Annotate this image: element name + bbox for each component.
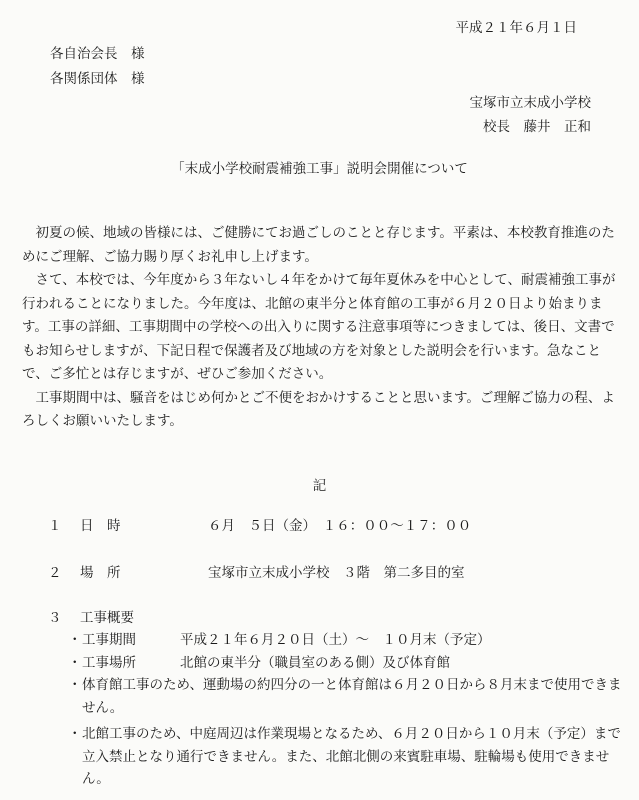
overview-period	[68, 629, 628, 652]
item-location	[48, 562, 465, 584]
item-number: ３	[48, 610, 62, 626]
item-label: 場 所	[80, 565, 121, 581]
overview-place	[68, 652, 628, 675]
item-value: ６月 ５日（金） １６：００～１７：００	[208, 518, 472, 534]
item-overview	[48, 607, 134, 629]
bullet-dot: ・	[68, 654, 82, 671]
overview-details	[68, 629, 628, 791]
sender-school: 宝塚市立末成小学校	[469, 95, 591, 111]
sender-principal: 校長 藤井 正和	[483, 119, 591, 135]
overview-label: 工事期間	[82, 632, 136, 648]
overview-value: 北館の東半分（職員室のある側）及び体育館	[180, 654, 450, 671]
item-datetime	[48, 515, 471, 537]
overview-label: 工事場所	[82, 654, 136, 671]
item-value: 宝塚市立末成小学校 ３階 第二多目的室	[208, 565, 465, 581]
bullet-dot: ・	[68, 726, 82, 742]
overview-note-north	[68, 723, 628, 791]
paragraph-closing: 工事期間中は、騒音をはじめ何かとご不便をおかけすることと思います。ご理解ご協力の程、よろしくお願いいたします。	[22, 389, 615, 429]
document-title: 「末成小学校耐震補強工事」説明会開催について	[171, 161, 468, 177]
bullet-dot: ・	[68, 677, 82, 693]
overview-note: 北館工事のため、中庭周辺は作業現場となるため、６月２０日から１０月末（予定）まで立入禁止となり通行できません。また、北館北側の来賓駐車場、駐輪場も使用できません。	[82, 726, 621, 787]
ki-heading: 記	[312, 478, 327, 494]
bullet-dot: ・	[68, 632, 82, 648]
item-label: 工事概要	[80, 610, 134, 626]
body-text	[22, 222, 622, 434]
addressee-2: 各関係団体 様	[50, 71, 145, 87]
paragraph-greeting: 初夏の候、地域の皆様には、ご健勝にてお過ごしのことと存じます。平素は、本校教育推進のためにご理解、ご協力賜り厚くお礼申し上げます。	[22, 225, 615, 265]
overview-note-gym	[68, 674, 628, 719]
addressee-1: 各自治会長 様	[50, 46, 145, 62]
item-label: 日 時	[80, 518, 121, 534]
paragraph-announcement: さて、本校では、今年度から３年ないし４年をかけて毎年夏休みを中心として、耐震補強工事が行われることになりました。今年度は、北館の東半分と体育館の工事が６月２０日より始まります。工事の詳細、工事期間中の学校への出入りに関する注意事項等につきましては、後日、文書でもお知らせしますが、下記日程で保護者及び地域の方を対象とした説明会を行います。急なことで、ご多忙とは存じますが、ぜひご参加ください。	[22, 272, 616, 382]
document-date: 平成２１年６月１日	[455, 20, 577, 36]
item-number: １	[48, 518, 62, 534]
overview-note: 体育館工事のため、運動場の約四分の一と体育館は６月２０日から８月末まで使用できません。	[82, 677, 622, 716]
overview-value: 平成２１年６月２０日（土）～ １０月末（予定）	[180, 632, 491, 648]
item-number: ２	[48, 565, 62, 581]
